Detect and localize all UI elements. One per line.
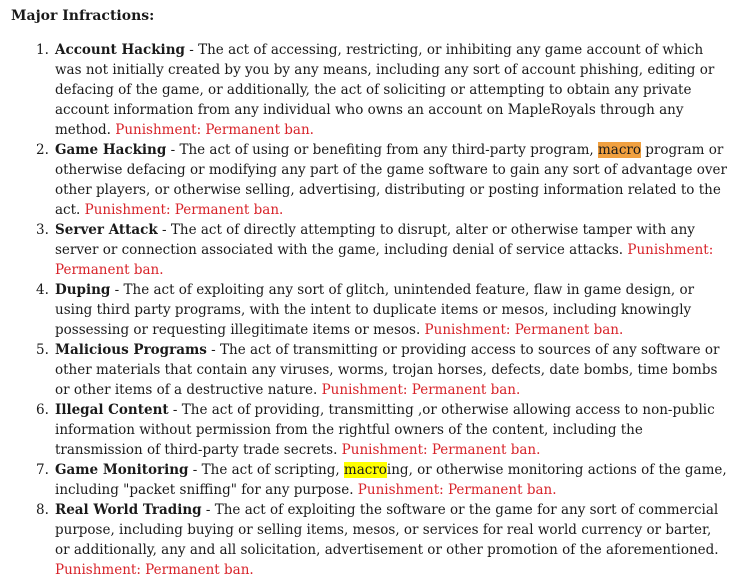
list-item	[36, 220, 727, 280]
item-description: - The act of exploiting the software or the game for any sort of commercial purpose, including buying or selling items, mesos, or services for real world currency or barter, or additionally, any and all solicitation, advertisement or other promotion of the aforementioned.	[55, 502, 719, 558]
item-description-cont: program or otherwise defacing or modifying any part of the game software to gain any sort of advantage over other players, or otherwise selling, advertising, distributing or posting information related to the act.	[55, 142, 728, 218]
list-item	[36, 40, 727, 140]
item-description: - The act of providing, transmitting ,or otherwise allowing access to non-public information without permission from the rightful owners of the content, including the transmission of third-party trade secrets.	[55, 402, 715, 458]
item-title: Illegal Content	[55, 402, 169, 418]
item-description: - The act of directly attempting to disrupt, alter or otherwise tamper with any server or connection associated with the game, including denial of service attacks.	[55, 222, 695, 258]
list-item	[36, 340, 727, 400]
search-highlight: macro	[343, 462, 387, 478]
search-highlight: macro	[597, 142, 641, 158]
infractions-list	[36, 40, 728, 580]
item-number: 7.	[36, 462, 49, 478]
item-punishment: Punishment: Permanent ban.	[424, 322, 624, 338]
item-punishment: Punishment: Permanent ban.	[357, 482, 557, 498]
list-item	[36, 140, 728, 220]
list-item	[36, 500, 727, 580]
list-item	[36, 280, 727, 340]
item-punishment: Punishment: Permanent ban.	[84, 202, 284, 218]
item-description: - The act of using or benefiting from any third-party program,	[166, 142, 598, 158]
item-description: - The act of exploiting any sort of glitch, unintended feature, flaw in game design, or using third party programs, with the intent to duplicate items or mesos, including knowingly possessing or requesting illegitimate items or mesos.	[55, 282, 695, 338]
item-title: Duping	[55, 282, 111, 298]
section-heading: Major Infractions:	[11, 8, 155, 24]
list-item	[36, 400, 727, 460]
item-punishment: Punishment: Permanent ban.	[341, 442, 541, 458]
item-number: 1.	[36, 42, 49, 58]
item-title: Server Attack	[55, 222, 158, 238]
item-number: 8.	[36, 502, 49, 518]
item-title: Real World Trading	[55, 502, 202, 518]
list-item	[36, 460, 727, 500]
item-title: Malicious Programs	[55, 342, 207, 358]
item-punishment: Punishment: Permanent ban.	[321, 382, 521, 398]
item-description: - The act of transmitting or providing access to sources of any software or other materials that contain any viruses, worms, trojan horses, defects, date bombs, time bombs or other items of a destructive nature.	[55, 342, 720, 398]
item-title: Game Hacking	[55, 142, 167, 158]
item-number: 5.	[36, 342, 49, 358]
item-number: 4.	[36, 282, 49, 298]
item-number: 6.	[36, 402, 49, 418]
item-punishment: Punishment: Permanent ban.	[55, 242, 714, 278]
item-number: 2.	[36, 142, 49, 158]
item-title: Game Monitoring	[55, 462, 189, 478]
item-punishment: Punishment: Permanent ban.	[115, 122, 314, 138]
item-description: - The act of scripting,	[188, 462, 344, 478]
item-description: - The act of accessing, restricting, or inhibiting any game account of which was not initially created by you by any means, including any sort of account phishing, editing or defacing of the game, or additionally, the act of soliciting or attempting to obtain any private account information from any individual who owns an account on MapleRoyals through any method.	[55, 42, 715, 138]
item-number: 3.	[36, 222, 49, 238]
item-title: Account Hacking	[55, 42, 185, 58]
item-description-cont: ing, or otherwise monitoring actions of the game, including "packet sniffing" for any purpose.	[55, 462, 727, 498]
item-punishment: Punishment: Permanent ban.	[55, 562, 254, 578]
